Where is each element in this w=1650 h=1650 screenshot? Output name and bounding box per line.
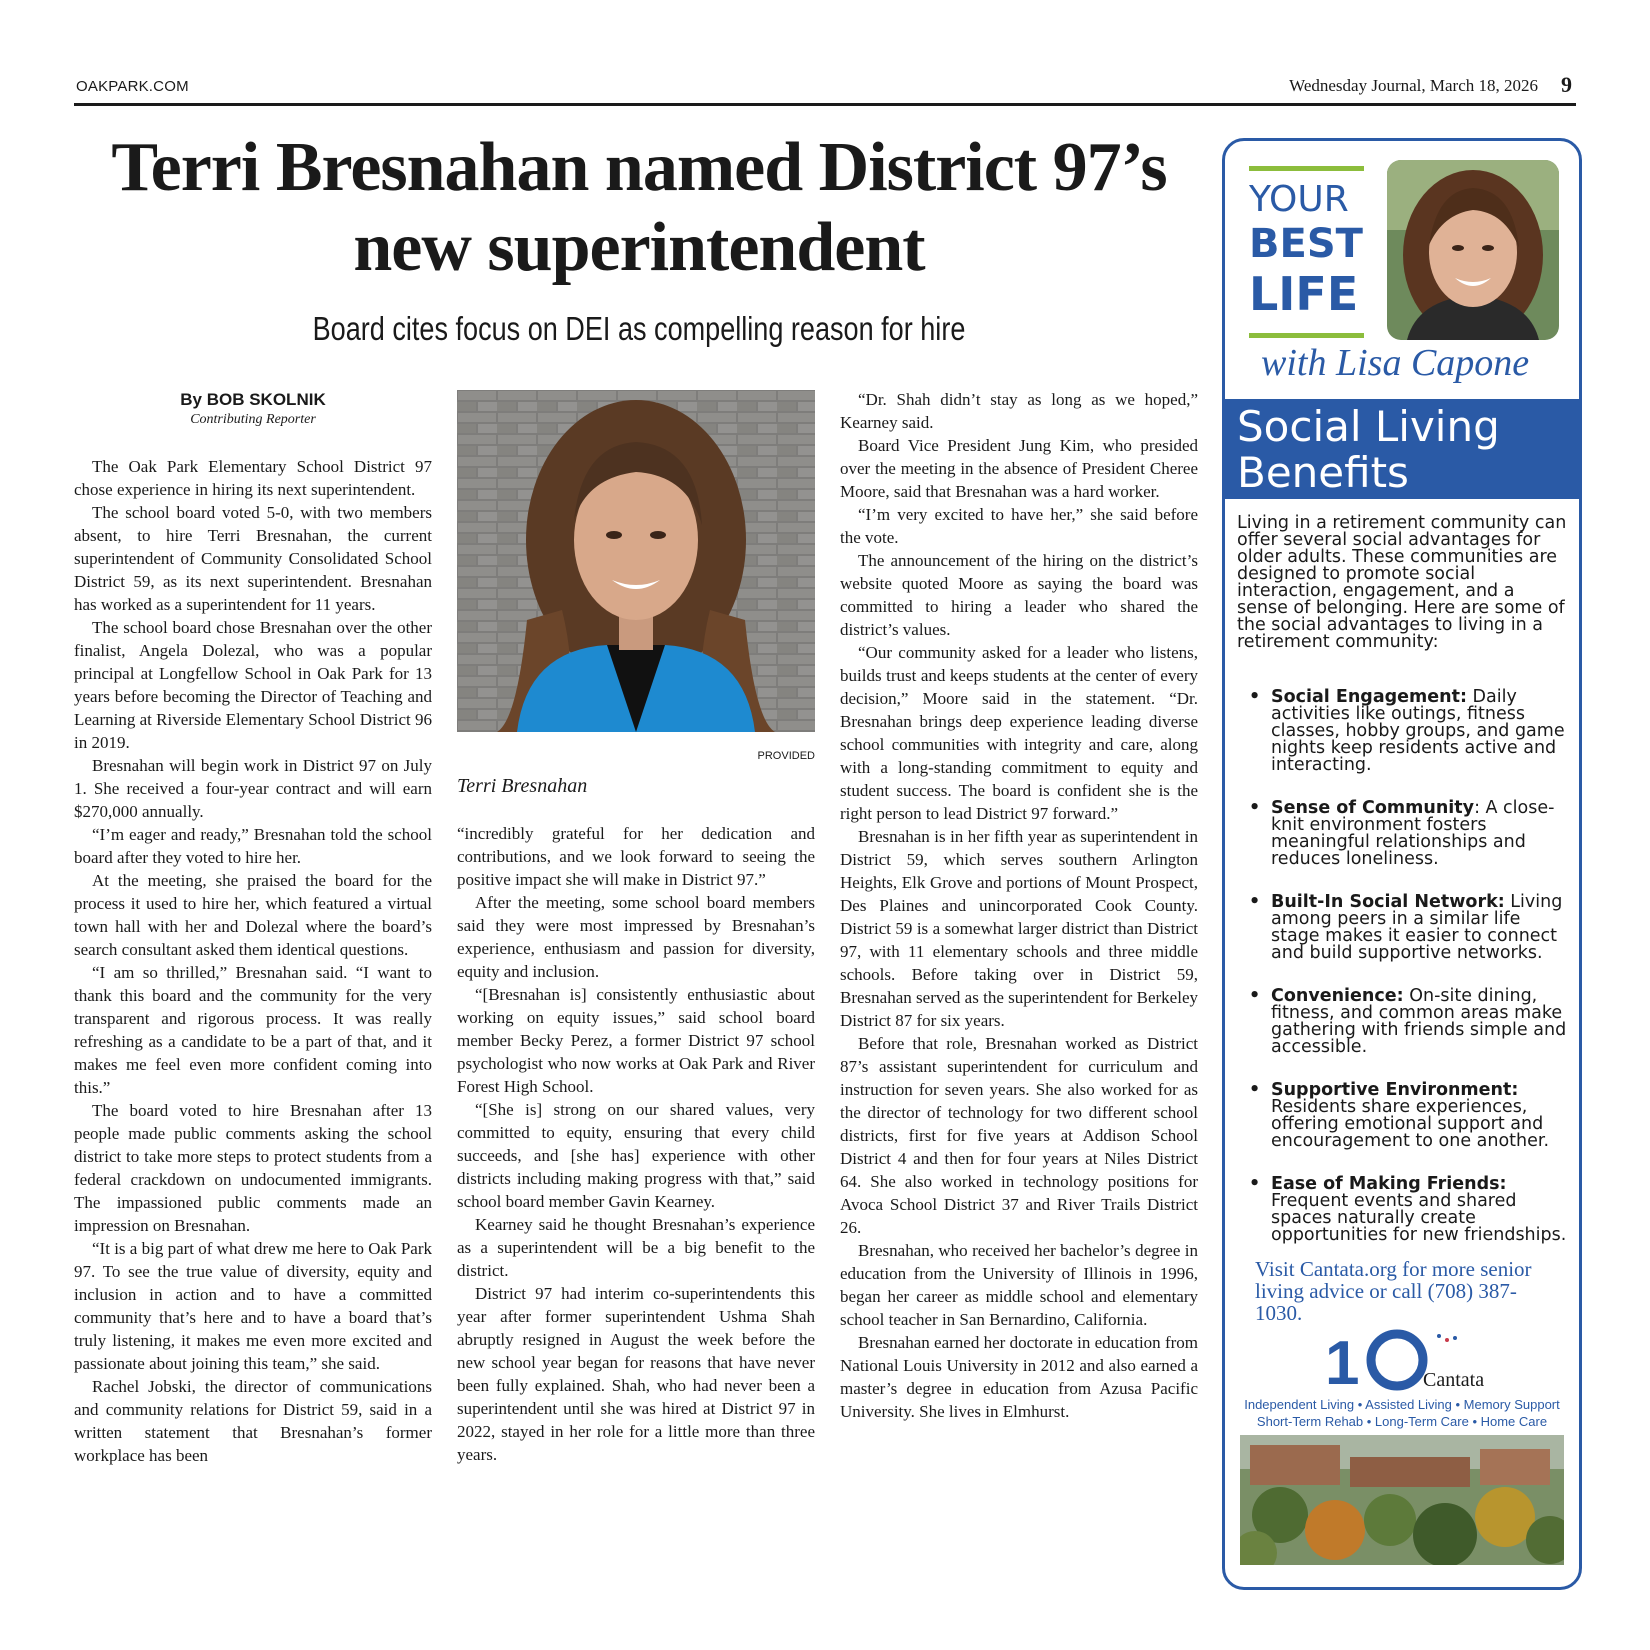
paragraph: Bresnahan is in her fifth year as superintendent in District 59, which serves southern Arlington Heights, Elk Grove and portions of Mount Prospect, Des Plaines and unincorporated Cook County. District 59 is a somewhat larger district than District 97, with 11 elementary schools and three middle schools. Before taking over in District 59, Bresnahan served as the superintendent for Berkeley District 87 for six years. <box>840 827 1198 1030</box>
item-title: Social Engagement: <box>1271 687 1467 707</box>
sidebar-advertisement <box>1222 138 1582 1590</box>
paragraph: Bresnahan will begin work in District 97 on July 1. She received a four-year contract and will earn $270,000 annually. <box>74 756 432 821</box>
byline-role: Contributing Reporter <box>190 412 316 427</box>
column-logo-life: LIFE <box>1249 267 1359 321</box>
item-text: Living among peers in a similar life stage makes it easier to connect and build supportive networks. <box>1271 892 1563 963</box>
article-column-2 <box>457 822 815 1466</box>
services-list <box>1231 1396 1573 1430</box>
article-column-3 <box>840 388 1198 1423</box>
paragraph: “I’m eager and ready,” Bresnahan told the school board after they voted to hire her. <box>74 825 432 867</box>
sidebar-intro: Living in a retirement community can offer several social advantages for older adults. These communities are designed to promote social interaction, engagement, and a sense of belonging. Here are some of the social advantages to living in a retirement community: <box>1237 513 1567 652</box>
article-subhead: Board cites focus on DEI as compelling reason for hire <box>312 310 966 347</box>
byline <box>74 390 432 428</box>
item-title: Supportive Environment: <box>1271 1080 1519 1100</box>
columnist-byline: with Lisa Capone <box>1261 342 1530 384</box>
paragraph: The Oak Park Elementary School District 97 chose experience in hiring its next superintendent. <box>74 457 432 499</box>
byline-name: By BOB SKOLNIK <box>180 390 326 409</box>
accent-bar <box>1249 333 1364 338</box>
logo-text: Cantata <box>1423 1369 1485 1391</box>
paragraph: “It is a big part of what drew me here to Oak Park 97. To see the true value of diversity, equity and inclusion in action and to have a committed community that’s here and to have a board that’s truly listening, it makes me even more excited and passionate about joining this team,” she said. <box>74 1239 432 1373</box>
column-logo-best: BEST <box>1249 221 1363 267</box>
item-text: Frequent events and shared spaces naturally create opportunities for new friendships. <box>1271 1191 1567 1245</box>
campus-photo <box>1240 1435 1564 1565</box>
list-item: • Supportive Environment: Residents share experiences, offering emotional support and encouragement to one another. <box>1249 1080 1550 1151</box>
paragraph: The board voted to hire Bresnahan after 13 people made public comments asking the school district to take more steps to protect students from a federal crackdown on undocumented immigrants. The impassioned public comments made an impression on Bresnahan. <box>74 1101 432 1235</box>
article-headline: Terri Bresnahan named District 97’s new superintendent <box>111 129 1167 286</box>
paragraph: “[Bresnahan is] consistently enthusiastic about working on equity issues,” said school board member Becky Perez, a former District 97 school psychologist who now works at Oak Park and River Forest High School. <box>457 985 815 1096</box>
benefits-list <box>1237 689 1567 1270</box>
paragraph: The school board chose Bresnahan over the other finalist, Angela Dolezal, who was a popular principal at Longfellow School in Oak Park for 13 years before becoming the Director of Teaching and Learning at Riverside Elementary School District 96 in 2019. <box>74 618 432 752</box>
svg-text:1: 1 <box>1325 1329 1360 1394</box>
list-item: • Built-In Social Network: Living among peers in a similar life stage makes it easier to connect and build supportive networks. <box>1249 892 1563 963</box>
item-text: Daily activities like outings, fitness classes, hobby groups, and game nights keep residents active and interacting. <box>1271 687 1565 775</box>
paragraph: At the meeting, she praised the board for the process it used to hire her, which featured a virtual town hall with her and Dolezal where the board’s search consultant asked them identical questions. <box>74 871 432 959</box>
paragraph: The announcement of the hiring on the district’s website quoted Moore as saying the board was committed to hiring a leader who shared the district’s values. <box>840 551 1198 639</box>
services-line: Short-Term Rehab • Long-Term Care • Home Care <box>1256 1414 1548 1429</box>
cantata-logo <box>1315 1324 1495 1394</box>
paragraph: Kearney said he thought Bresnahan’s experience as a superintendent will be a big benefit to the district. <box>457 1215 815 1280</box>
paragraph: The school board voted 5-0, with two members absent, to hire Terri Bresnahan, the current superintendent of Community Consolidated School District 59, as its next superintendent. Bresnahan has worked as a superintendent for 11 years. <box>74 503 432 614</box>
header-rule <box>74 103 1576 106</box>
list-item: • Convenience: On-site dining, fitness, and common areas make gathering with friends simple and accessible. <box>1249 986 1567 1057</box>
paragraph: “incredibly grateful for her dedication and contributions, and we look forward to seeing the positive impact she will make in District 97.” <box>457 824 815 889</box>
paragraph: After the meeting, some school board members said they were most impressed by Bresnahan’s experience, enthusiasm and passion for diversity, equity and inclusion. <box>457 893 815 981</box>
item-title: Ease of Making Friends: <box>1271 1174 1507 1194</box>
column-logo-your: YOUR <box>1249 179 1349 220</box>
paragraph: “Dr. Shah didn’t stay as long as we hoped,” Kearney said. <box>840 390 1198 432</box>
paragraph: Rachel Jobski, the director of communications and community relations for District 59, said in a written statement that Bresnahan’s former workplace has been <box>74 1377 432 1465</box>
columnist-photo <box>1387 160 1559 340</box>
article-photo <box>457 390 815 732</box>
page-number: 9 <box>1561 72 1572 97</box>
list-item: • Ease of Making Friends: Frequent events and shared spaces naturally create opportunities for new friendships. <box>1249 1174 1567 1245</box>
site-name: OAKPARK.COM <box>76 78 189 95</box>
photo-credit: PROVIDED <box>757 750 815 762</box>
item-text: On-site dining, fitness, and common areas make gathering with friends simple and accessible. <box>1271 986 1567 1057</box>
item-text: Residents share experiences, offering emotional support and encouragement to one another. <box>1271 1097 1550 1151</box>
paragraph: Bresnahan, who received her bachelor’s degree in education from the University of Illinois in 1996, began her career as middle school and elementary school teacher in San Bernardino, California. <box>840 1241 1198 1329</box>
paragraph: “I am so thrilled,” Bresnahan said. “I want to thank this board and the community for the very transparent and rigorous process. It was really refreshing as a candidate to be a part of that, and it makes me feel even more confident coming into this.” <box>74 963 432 1097</box>
item-title: Convenience: <box>1271 986 1404 1006</box>
item-title: Sense of Community <box>1271 798 1475 818</box>
accent-bar <box>1249 166 1364 171</box>
paragraph: Before that role, Bresnahan worked as District 87’s assistant superintendent for curriculum and instruction for seven years. She also worked for as the director of technology for two different school districts, first for five years at Addison School District 4 and then for four years at Niles District 64. She also worked in technology positions for Avoca School District 37 and River Trails District 26. <box>840 1034 1198 1237</box>
services-line: Independent Living • Assisted Living • Memory Support <box>1244 1397 1560 1412</box>
photo-caption: Terri Bresnahan <box>457 775 588 797</box>
publication-date: Wednesday Journal, March 18, 2026 <box>1289 76 1538 95</box>
paragraph: Bresnahan earned her doctorate in education from National Louis University in 2012 and also earned a master’s degree in education from Azusa Pacific University. She lives in Elmhurst. <box>840 1333 1198 1421</box>
call-to-action: Visit Cantata.org for more senior living advice or call (708) 387-1030. <box>1255 1257 1532 1325</box>
list-item: • Social Engagement: Daily activities like outings, fitness classes, hobby groups, and game nights keep residents active and interacting. <box>1249 687 1565 775</box>
list-item: • Sense of Community: A close-knit environment fosters meaningful relationships and reduces loneliness. <box>1249 798 1555 869</box>
item-text: : A close-knit environment fosters meaningful relationships and reduces loneliness. <box>1271 798 1555 869</box>
paragraph: “[She is] strong on our shared values, very committed to equity, ensuring that every child succeeds, and [she has] experience with other districts including making progress with that,” said school board member Gavin Kearney. <box>457 1100 815 1211</box>
item-title: Built-In Social Network: <box>1271 892 1505 912</box>
paragraph: Board Vice President Jung Kim, who presided over the meeting in the absence of President Cheree Moore, said that Bresnahan was a hard worker. <box>840 436 1198 501</box>
article-column-1 <box>74 455 432 1467</box>
paragraph: “Our community asked for a leader who listens, builds trust and keeps students at the center of every decision,” Moore said in the statement. “Dr. Bresnahan brings deep experience leading diverse school communities with integrity and care, along with a long-standing commitment to equity and student success. The board is confident she is the right person to lead District 97 forward.” <box>840 643 1198 823</box>
paragraph: District 97 had interim co-superintendents this year after former superintendent Ushma Shah abruptly resigned in August the week before the new school year began for reasons that have never been fully explained. Shah, who had never been a superintendent until she was hired at District 97 in 2022, stayed in her role for a little more than three years. <box>457 1284 815 1464</box>
paragraph: “I’m very excited to have her,” she said before the vote. <box>840 505 1198 547</box>
sidebar-title: Social Living Benefits <box>1237 402 1500 497</box>
